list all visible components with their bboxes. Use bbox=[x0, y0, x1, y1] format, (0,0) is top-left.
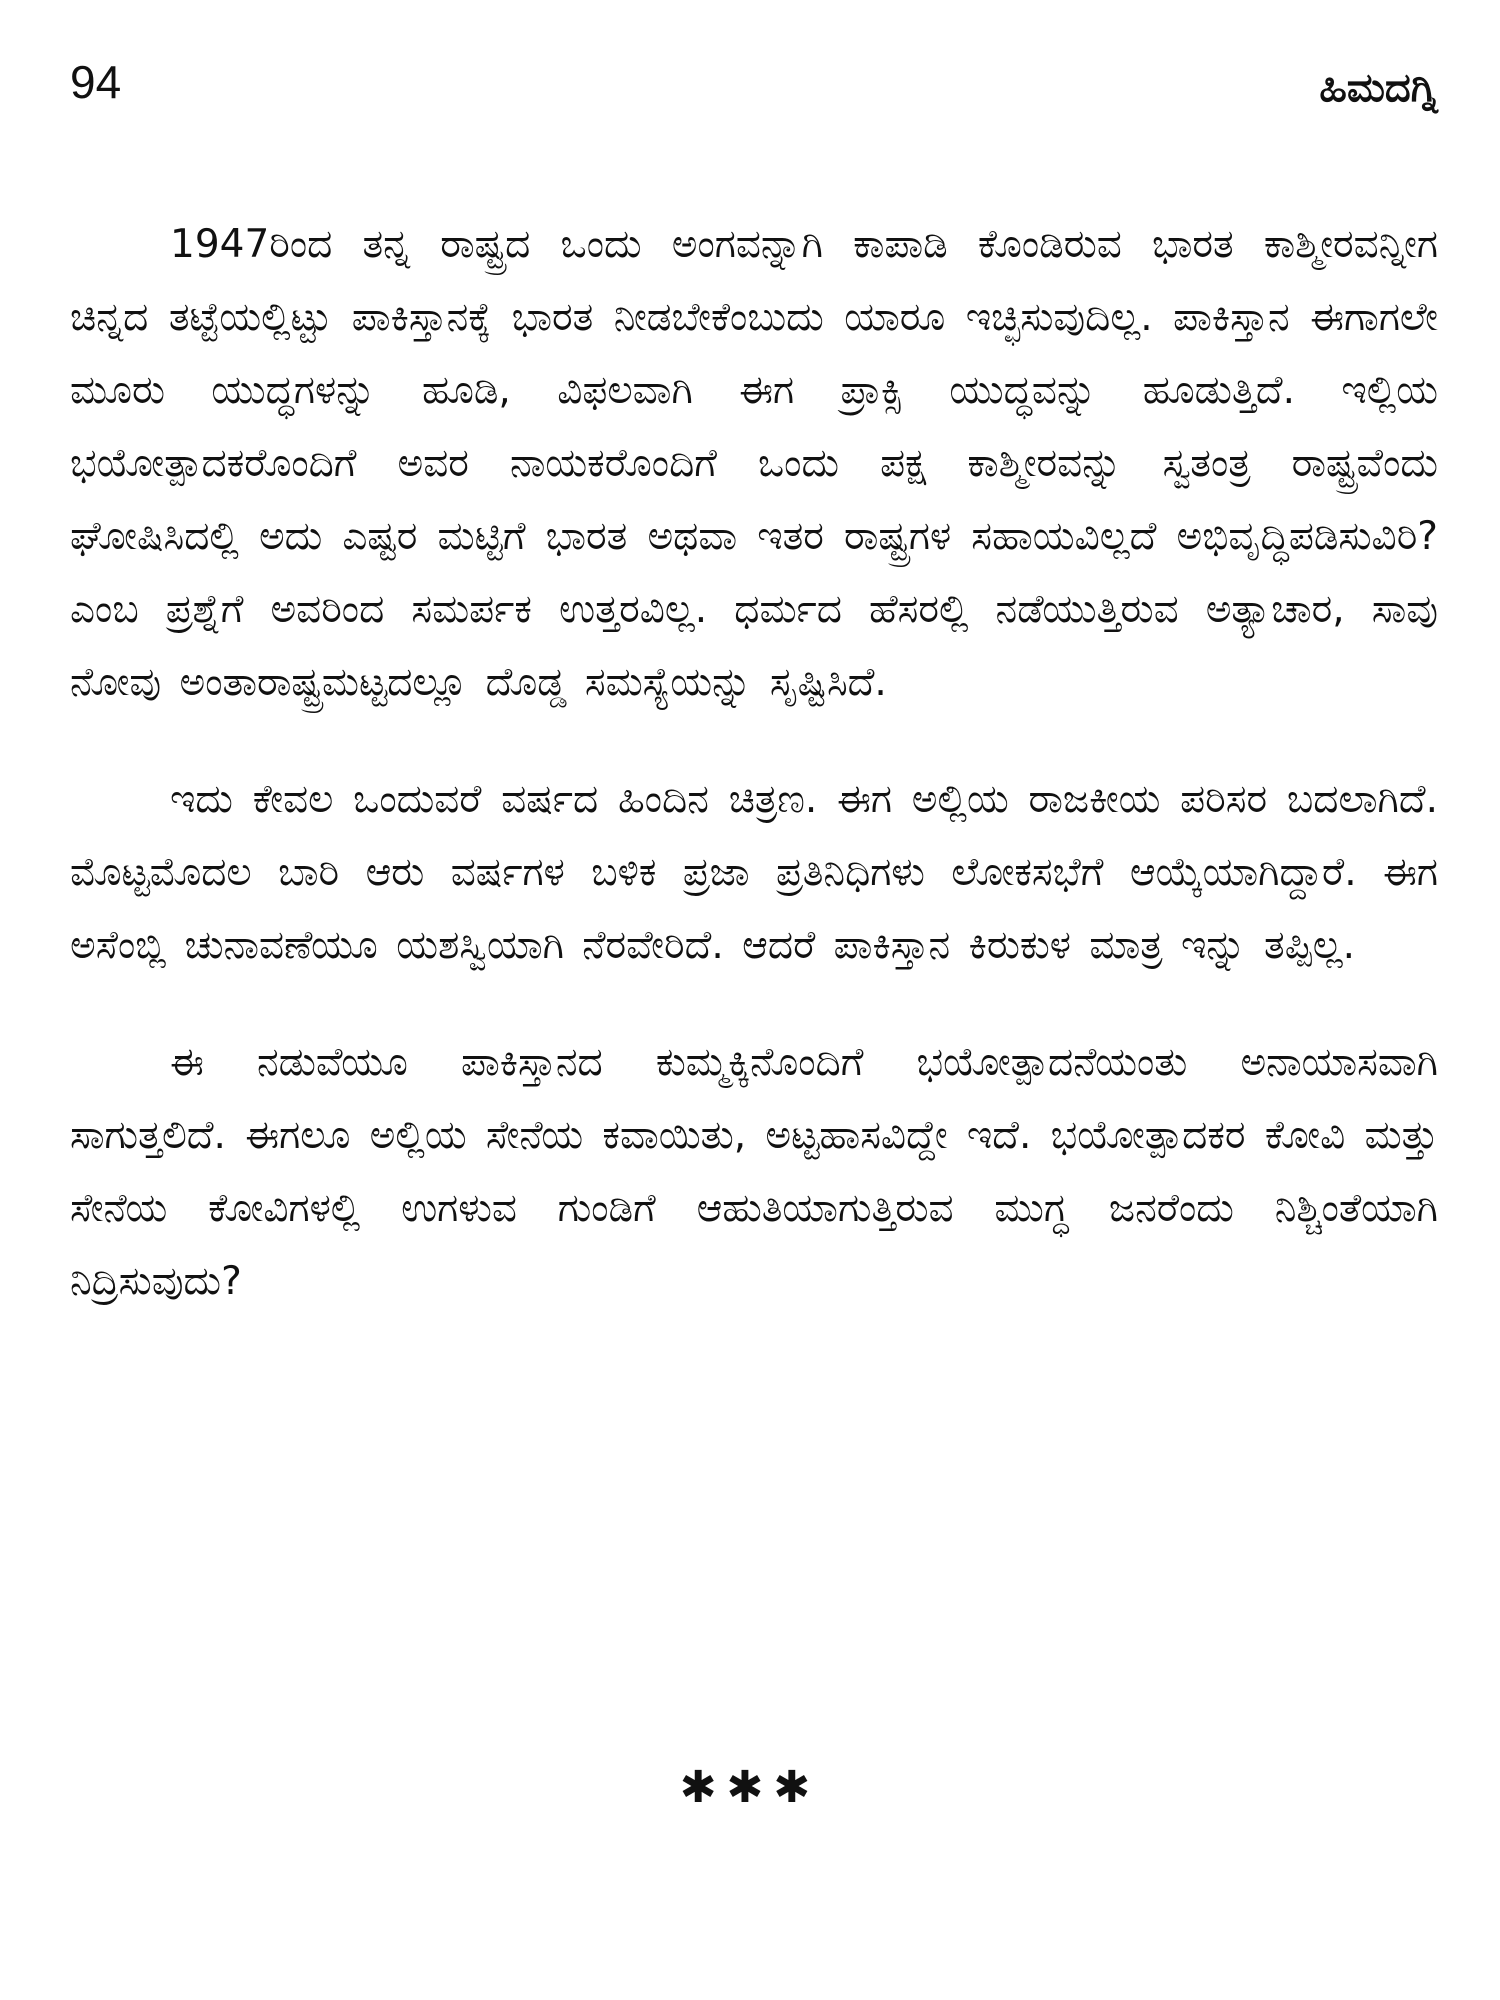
running-title: ಹಿಮದಗ್ನಿ bbox=[1319, 65, 1438, 111]
body-text bbox=[70, 208, 1438, 1318]
page-number: 94 bbox=[70, 56, 122, 108]
section-break-ornament: ✱✱✱ bbox=[679, 1762, 821, 1813]
paragraph-1: 1947ರಿಂದ ತನ್ನ ರಾಷ್ಟ್ರದ ಒಂದು ಅಂಗವನ್ನಾಗಿ ಕಾಪಾಡಿ ಕೊಂಡಿರುವ ಭಾರತ ಕಾಶ್ಮೀರವನ್ನೀಗ ಚಿನ್ನದ ತಟ್ಟೆಯಲ್ಲಿಟ್ಟು ಪಾಕಿಸ್ತಾನಕ್ಕೆ ಭಾರತ ನೀಡಬೇಕೆಂಬುದು ಯಾರೂ ಇಚ್ಛಿಸುವುದಿಲ್ಲ. ಪಾಕಿಸ್ತಾನ ಈಗಾಗಲೇ ಮೂರು ಯುದ್ಧಗಳನ್ನು ಹೂಡಿ, ವಿಫಲವಾಗಿ ಈಗ ಪ್ರಾಕ್ಸಿ ಯುದ್ಧವನ್ನು ಹೂಡುತ್ತಿದೆ. ಇಲ್ಲಿಯ ಭಯೋತ್ಪಾದಕರೊಂದಿಗೆ ಅವರ ನಾಯಕರೊಂದಿಗೆ ಒಂದು ಪಕ್ಷ ಕಾಶ್ಮೀರವನ್ನು ಸ್ವತಂತ್ರ ರಾಷ್ಟ್ರವೆಂದು ಘೋಷಿಸಿದಲ್ಲಿ ಅದು ಎಷ್ಟರ ಮಟ್ಟಿಗೆ ಭಾರತ ಅಥವಾ ಇತರ ರಾಷ್ಟ್ರಗಳ ಸಹಾಯವಿಲ್ಲದೆ ಅಭಿವೃದ್ಧಿಪಡಿಸುವಿರಿ? ಎಂಬ ಪ್ರಶ್ನೆಗೆ ಅವರಿಂದ ಸಮರ್ಪಕ ಉತ್ತರವಿಲ್ಲ. ಧರ್ಮದ ಹೆಸರಲ್ಲಿ ನಡೆಯುತ್ತಿರುವ ಅತ್ಯಾಚಾರ, ಸಾವು ನೋವು ಅಂತಾರಾಷ್ಟ್ರಮಟ್ಟದಲ್ಲೂ ದೊಡ್ಡ ಸಮಸ್ಯೆಯನ್ನು ಸೃಷ್ಟಿಸಿದೆ. bbox=[70, 222, 1438, 705]
page-header bbox=[70, 52, 1438, 132]
paragraph-3: ಈ ನಡುವೆಯೂ ಪಾಕಿಸ್ತಾನದ ಕುಮ್ಮಕ್ಕಿನೊಂದಿಗೆ ಭಯೋತ್ಪಾದನೆಯಂತು ಅನಾಯಾಸವಾಗಿ ಸಾಗುತ್ತಲಿದೆ. ಈಗಲೂ ಅಲ್ಲಿಯ ಸೇನೆಯ ಕವಾಯಿತು, ಅಟ್ಟಹಾಸವಿದ್ದೇ ಇದೆ. ಭಯೋತ್ಪಾದಕರ ಕೋವಿ ಮತ್ತು ಸೇನೆಯ ಕೋವಿಗಳಲ್ಲಿ ಉಗಳುವ ಗುಂಡಿಗೆ ಆಹುತಿಯಾಗುತ್ತಿರುವ ಮುಗ್ಧ ಜನರೆಂದು ನಿಶ್ಚಿಂತೆಯಾಗಿ ನಿದ್ರಿಸುವುದು? bbox=[70, 1040, 1438, 1304]
paragraph-2: ಇದು ಕೇವಲ ಒಂದುವರೆ ವರ್ಷದ ಹಿಂದಿನ ಚಿತ್ರಣ. ಈಗ ಅಲ್ಲಿಯ ರಾಜಕೀಯ ಪರಿಸರ ಬದಲಾಗಿದೆ. ಮೊಟ್ಟಮೊದಲ ಬಾರಿ ಆರು ವರ್ಷಗಳ ಬಳಿಕ ಪ್ರಜಾ ಪ್ರತಿನಿಧಿಗಳು ಲೋಕಸಭೆಗೆ ಆಯ್ಕೆಯಾಗಿದ್ದಾರೆ. ಈಗ ಅಸೆಂಬ್ಲಿ ಚುನಾವಣೆಯೂ ಯಶಸ್ವಿಯಾಗಿ ನೆರವೇರಿದೆ. ಆದರೆ ಪಾಕಿಸ್ತಾನ ಕಿರುಕುಳ ಮಾತ್ರ ಇನ್ನು ತಪ್ಪಿಲ್ಲ. bbox=[70, 777, 1438, 968]
